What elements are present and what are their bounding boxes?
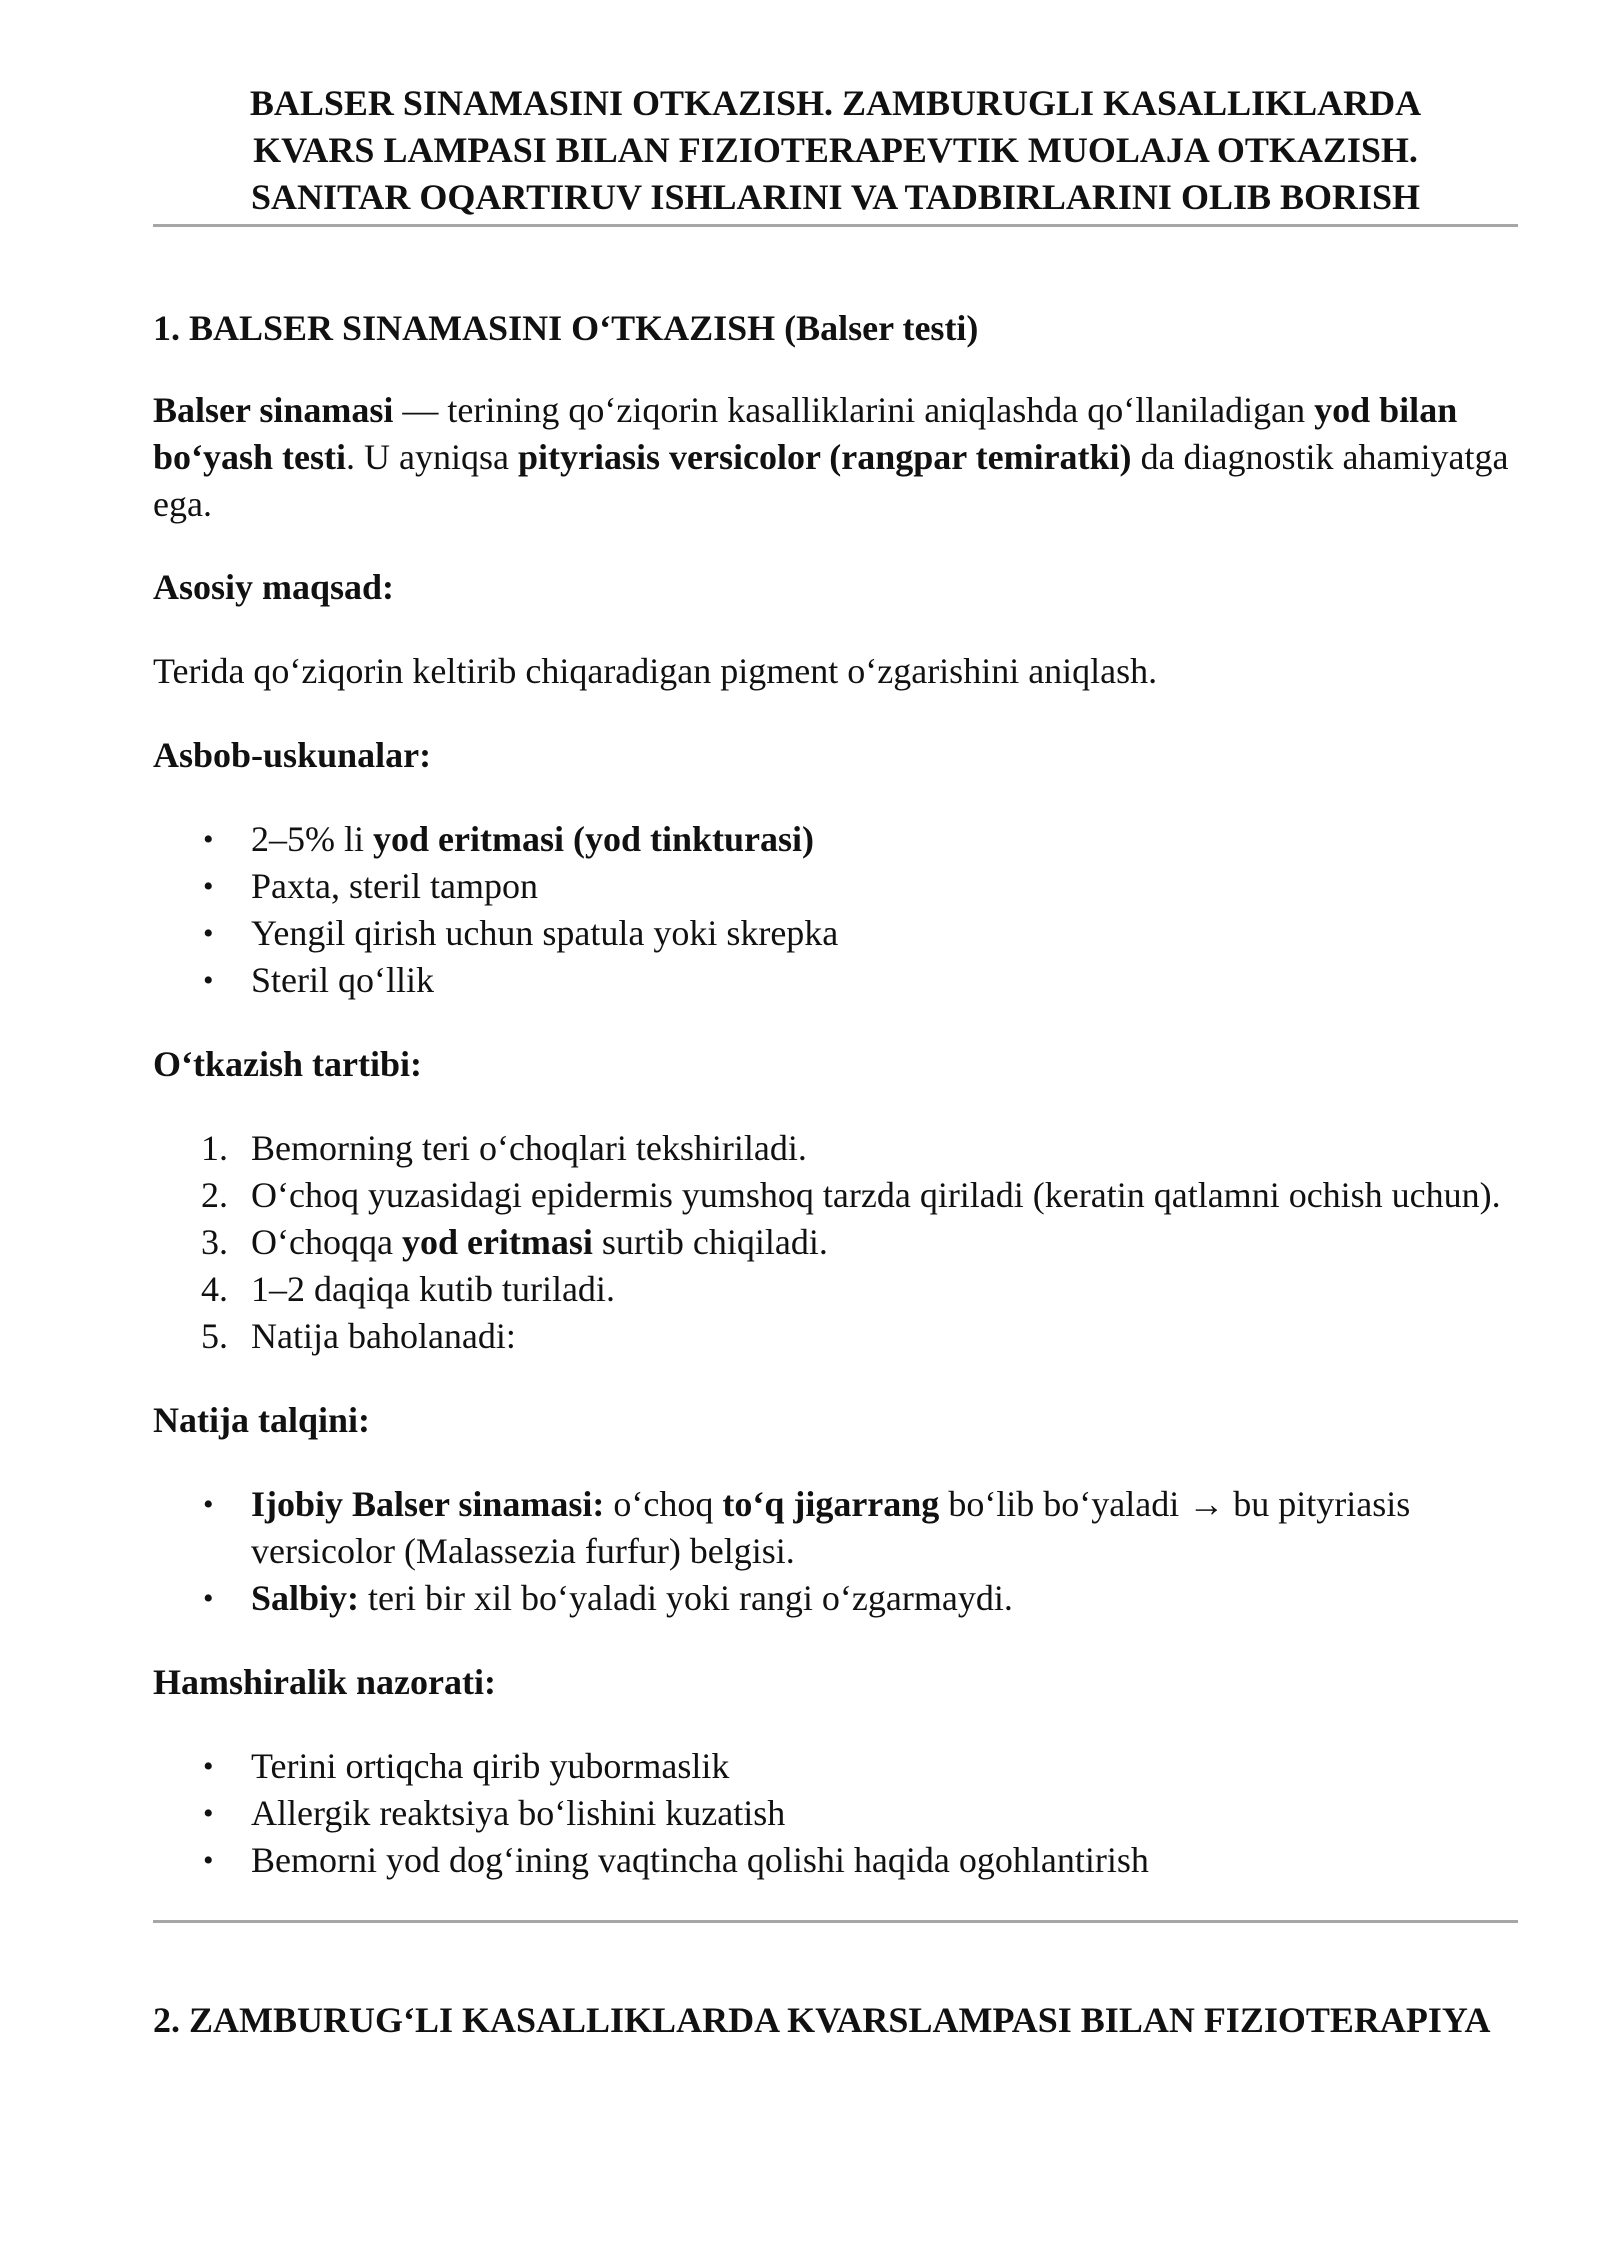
step-number: 2.	[201, 1175, 228, 1215]
list-item: • Steril qo‘llik	[153, 957, 1518, 1004]
equipment-item-1-bold: yod eritmasi (yod tinkturasi)	[373, 819, 814, 859]
step-text: O‘choq yuzasidagi epidermis yumshoq tarzda qiriladi (keratin qatlamni ochish uchun).	[251, 1175, 1501, 1215]
list-item	[153, 1575, 1518, 1622]
list-item: • Yengil qirish uchun spatula yoki skrepka	[153, 910, 1518, 957]
intro-bold-3: pityriasis versicolor (rangpar temiratki)	[517, 437, 1132, 477]
step-number: 1.	[201, 1128, 228, 1168]
intro-text-1: — terining qo‘ziqorin kasalliklarini aniqlashda qo‘llaniladigan	[393, 390, 1315, 430]
list-item	[153, 1481, 1518, 1575]
list-item: • Terini ortiqcha qirib yubormaslik	[153, 1743, 1518, 1790]
negative-label: Salbiy:	[251, 1578, 360, 1618]
positive-text-1: o‘choq	[604, 1484, 723, 1524]
procedure-heading: O‘tkazish tartibi:	[153, 1044, 422, 1084]
interpretation-heading: Natija talqini:	[153, 1400, 371, 1440]
list-item	[153, 1313, 1518, 1360]
goal-text: Terida qo‘ziqorin keltirib chiqaradigan pigment o‘zgarishini aniqlash.	[153, 651, 1158, 691]
step-text: 1–2 daqiqa kutib turiladi.	[251, 1269, 615, 1309]
list-item	[153, 1219, 1518, 1266]
negative-text: teri bir xil bo‘yaladi yoki rangi o‘zgarmaydi.	[359, 1578, 1013, 1618]
title-line-1: BALSER SINAMASINI OTKAZISH. ZAMBURUGLI KASALLIKLARDA	[249, 83, 1422, 123]
section-1-heading: 1. BALSER SINAMASINI O‘TKAZISH (Balser testi)	[153, 308, 979, 348]
list-item	[153, 816, 1518, 863]
list-item: • Paxta, steril tampon	[153, 863, 1518, 910]
step-number: 3.	[201, 1222, 228, 1262]
positive-bold-color: to‘q jigarrang	[722, 1484, 940, 1524]
title-line-2: KVARS LAMPASI BILAN FIZIOTERAPEVTIK MUOLAJA OTKAZISH.	[253, 130, 1418, 170]
interpretation-list	[153, 1481, 1518, 1622]
document-page	[153, 80, 1518, 2044]
nursing-heading: Hamshiralik nazorati:	[153, 1662, 496, 1702]
step-text: Natija baholanadi:	[251, 1316, 516, 1356]
equipment-list	[153, 816, 1518, 1004]
list-item	[153, 1266, 1518, 1313]
title-line-3: SANITAR OQARTIRUV ISHLARINI VA TADBIRLARINI OLIB BORISH	[250, 177, 1421, 217]
step-text-pre: O‘choqqa	[251, 1222, 402, 1262]
step-text-bold: yod eritmasi	[401, 1222, 593, 1262]
step-number: 4.	[201, 1269, 228, 1309]
list-item	[153, 1172, 1518, 1219]
procedure-list	[153, 1125, 1518, 1360]
step-text-post: surtib chiqiladi.	[592, 1222, 828, 1262]
section-2-heading: 2. ZAMBURUG‘LI KASALLIKLARDA KVARSLAMPASI BILAN FIZIOTERAPIYA	[153, 2000, 1491, 2040]
list-item	[153, 1125, 1518, 1172]
positive-label: Ijobiy Balser sinamasi:	[251, 1484, 605, 1524]
step-text: Bemorning teri o‘choqlari tekshiriladi.	[251, 1128, 807, 1168]
positive-text-2: bo‘lib bo‘yaladi → bu pityriasis versicolor (Malassezia furfur) belgisi.	[251, 1484, 1411, 1571]
goal-heading: Asosiy maqsad:	[153, 567, 395, 607]
document-title	[153, 80, 1518, 221]
intro-bold-1: Balser sinamasi	[153, 390, 394, 430]
nursing-list	[153, 1743, 1518, 1884]
intro-text-2: . U ayniqsa	[346, 437, 518, 477]
intro-bold-2: yod bilan bo‘yash testi	[153, 390, 1458, 477]
intro-text-3: da diagnostik ahamiyatga ega.	[153, 437, 1509, 524]
step-number: 5.	[201, 1316, 228, 1356]
list-item: • Bemorni yod dog‘ining vaqtincha qolishi haqida ogohlantirish	[153, 1837, 1518, 1884]
section-1-intro	[153, 387, 1518, 528]
list-item: • Allergik reaktsiya bo‘lishini kuzatish	[153, 1790, 1518, 1837]
equipment-heading: Asbob-uskunalar:	[153, 735, 432, 775]
equipment-item-1-text: 2–5% li	[251, 819, 373, 859]
